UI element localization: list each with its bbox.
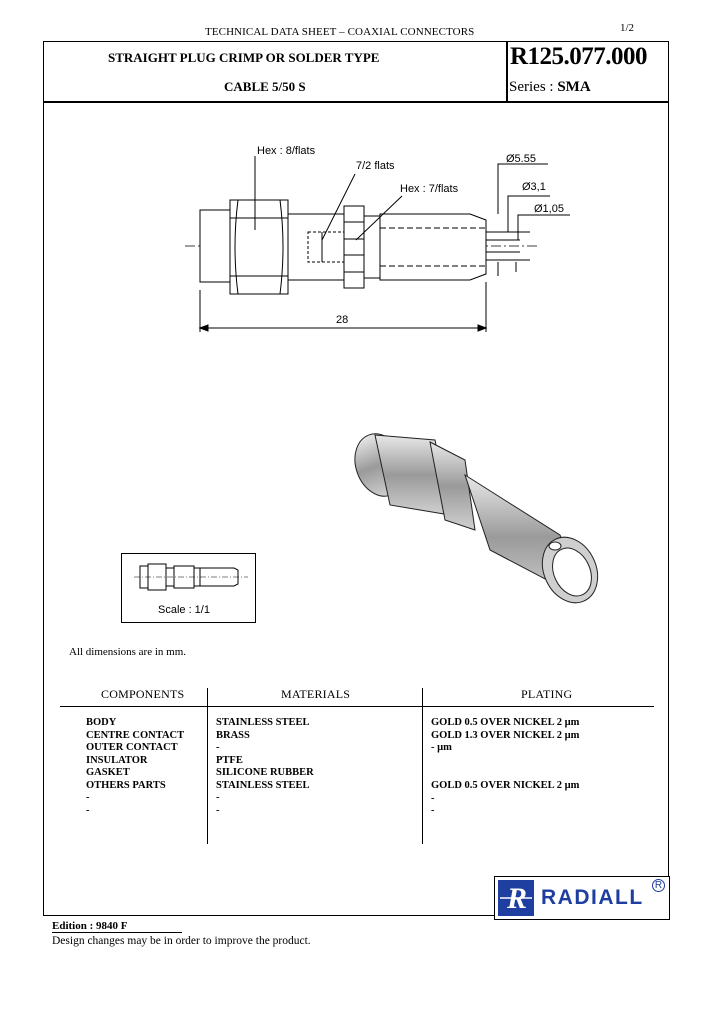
design-change-disclaimer: Design changes may be in order to improve the product. (52, 935, 311, 947)
table-row: GASKET (86, 767, 130, 778)
table-row: BODY (86, 717, 117, 728)
flats-label: 7/2 flats (356, 160, 395, 172)
table-row: STAINLESS STEEL (216, 717, 310, 728)
components-column (86, 717, 184, 817)
table-row: - (431, 805, 435, 816)
table-column-divider-1 (207, 688, 208, 844)
diameter-inner-label: Ø1,05 (534, 203, 564, 215)
edition-underline (52, 932, 182, 933)
materials-header: MATERIALS (281, 687, 351, 701)
table-row: - (216, 792, 220, 803)
table-row: OUTER CONTACT (86, 742, 178, 753)
plating-column (431, 717, 579, 818)
table-row: SILICONE RUBBER (216, 767, 314, 778)
series-label-text: Series : (509, 79, 554, 95)
hex-8-flats-label: Hex : 8/flats (257, 145, 316, 157)
table-header-rule (60, 706, 654, 707)
plating-header: PLATING (521, 687, 573, 701)
radiall-logo (494, 876, 670, 920)
diameter-outer-label: Ø5.55 (506, 153, 536, 165)
table-row: INSULATOR (86, 754, 148, 766)
table-row: - (216, 804, 220, 816)
diameter-mid-label: Ø3,1 (522, 181, 546, 193)
table-row: PTFE (216, 754, 243, 766)
table-row (431, 755, 579, 768)
registered-mark: R (652, 879, 665, 892)
dimensions-note: All dimensions are in mm. (69, 646, 187, 658)
connector-3d-illustration (340, 420, 620, 620)
page-number: 1/2 (620, 22, 635, 34)
scale-thumbnail-drawing (128, 560, 248, 600)
radiall-wordmark: RADIALL (541, 886, 644, 909)
product-title: STRAIGHT PLUG CRIMP OR SOLDER TYPE (108, 50, 380, 65)
materials-column (216, 717, 314, 817)
table-row: - (86, 792, 90, 803)
scale-label: Scale : 1/1 (158, 604, 210, 616)
cable-type: CABLE 5/50 S (224, 79, 306, 94)
document-header-title: TECHNICAL DATA SHEET – COAXIAL CONNECTORS (205, 26, 475, 38)
table-row: STAINLESS STEEL (216, 779, 310, 791)
table-row: BRASS (216, 729, 250, 741)
series-value: SMA (557, 79, 591, 95)
part-reference: R125.077.000 (510, 43, 648, 70)
table-row: OTHERS PARTS (86, 779, 166, 791)
table-row: GOLD 1.3 OVER NICKEL 2 µm (431, 729, 580, 741)
table-row: - (86, 804, 90, 816)
table-row: CENTRE CONTACT (86, 729, 185, 741)
components-header: COMPONENTS (101, 687, 185, 701)
edition-label: Edition : 9840 F (52, 920, 128, 932)
badge-letter: R (507, 882, 528, 915)
table-row: GOLD 0.5 OVER NICKEL 2 µm (431, 717, 580, 728)
table-row: - µm (431, 742, 452, 753)
hex-7-flats-label: Hex : 7/flats (400, 183, 459, 195)
table-row: - (431, 792, 435, 804)
table-row: GOLD 0.5 OVER NICKEL 2 µm (431, 780, 580, 791)
table-row: - (216, 742, 220, 753)
table-column-divider-2 (422, 688, 423, 844)
length-dimension-label: 28 (336, 314, 349, 326)
radiall-badge-icon (498, 880, 534, 916)
